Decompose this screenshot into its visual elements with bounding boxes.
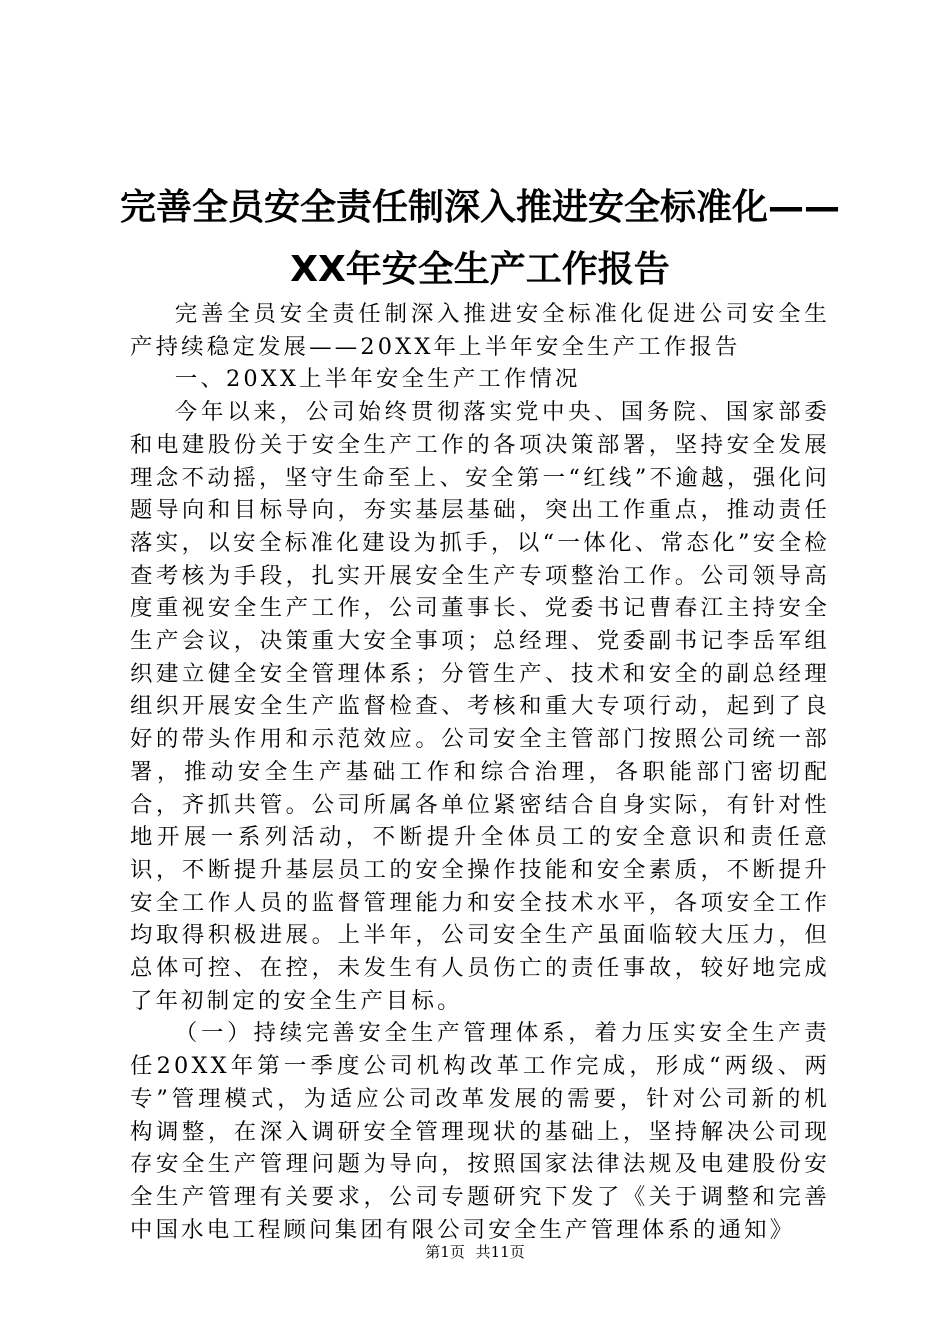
paragraph-subsection-1: （一）持续完善安全生产管理体系，着力压实安全生产责任20XX年第一季度公司机构改革工作完成，形成“两级、两专”管理模式，为适应公司改革发展的需要，针对公司新的机构调整，在深入调研安全管理现状的基础上，坚持解决公司现存安全生产管理问题为导向，按照国家法律法规及电建股份安全生产管理有关要求，公司专题研究下发了《关于调整和完善中国水电工程顾问集团有限公司安全生产管理体系的通知》 bbox=[130, 1020, 830, 1243]
paragraph-intro: 完善全员安全责任制深入推进安全标准化促进公司安全生产持续稳定发展——20XX年上半年安全生产工作报告 bbox=[130, 301, 830, 360]
page-footer bbox=[0, 1242, 950, 1262]
document-title-line2: XX年安全生产工作报告 bbox=[290, 249, 670, 290]
page-total: 共11页 bbox=[475, 1243, 525, 1261]
paragraph-overview: 今年以来，公司始终贯彻落实党中央、国务院、国家部委和电建股份关于安全生产工作的各项决策部署，坚持安全发展理念不动摇，坚守生命至上、安全第一“红线”不逾越，强化问题导向和目标导向，夯实基层基础，突出工作重点，推动责任落实，以安全标准化建设为抓手，以“一体化、常态化”安全检查考核为手段，扎实开展安全生产专项整治工作。公司领导高度重视安全生产工作，公司董事长、党委书记曹春江主持安全生产会议，决策重大安全事项；总经理、党委副书记李岳军组织建立健全安全管理体系；分管生产、技术和安全的副总经理组织开展安全生产监督检查、考核和重大专项行动，起到了良好的带头作用和示范效应。公司安全主管部门按照公司统一部署，推动安全生产基础工作和综合治理，各职能部门密切配合，齐抓共管。公司所属各单位紧密结合自身实际，有针对性地开展一系列活动，不断提升全体员工的安全意识和责任意识，不断提升基层员工的安全操作技能和安全素质，不断提升安全工作人员的监督管理能力和安全技术水平，各项安全工作均取得积极进展。上半年，公司安全生产虽面临较大压力，但总体可控、在控，未发生有人员伤亡的责任事故，较好地完成了年初制定的安全生产目标。 bbox=[130, 399, 830, 1014]
document-body bbox=[130, 298, 830, 1246]
document-title-line1: 完善全员安全责任制深入推进安全标准化—— bbox=[120, 187, 841, 228]
section-heading: 一、20XX上半年安全生产工作情况 bbox=[174, 366, 581, 393]
page-number: 第1页 bbox=[425, 1243, 465, 1261]
